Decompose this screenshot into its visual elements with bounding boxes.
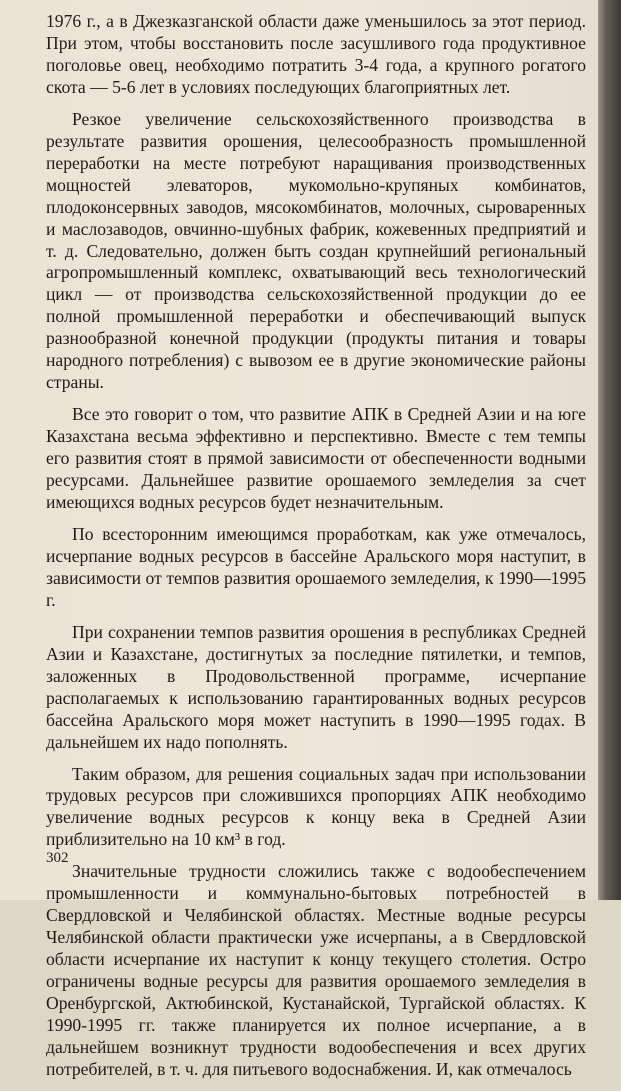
paragraph-1: 1976 г., а в Джезказганской области даже уменьшилось за этот период. При этом, чтобы восстановить после засушливого года продуктивное поголовье овец, необходимо потратить 3-4 года, а крупного рогатого скота — 5-6 лет в условиях последующих благоприятных лет. <box>46 11 586 97</box>
paragraph-4: По всесторонним имеющимся проработкам, как уже отмечалось, исчерпание водных ресурсов в бассейне Аральского моря наступит, в зависимости от темпов развития орошаемого земледелия, к 1990—1995 г. <box>46 523 586 610</box>
paragraph-2: Резкое увеличение сельскохозяйственного производства в результате развития орошения, целесообразность промышленной переработки на месте потребуют наращивания производственных мощностей элеваторов, мукомольно-крупяных комбинатов, плодоконсервных заводов, мясокомбинатов, молочных, сыроваренных и маслозаводов, овчинно-шубных фабрик, кожевенных предприятий и т. д. Следовательно, должен быть создан крупнейший региональный агропромышленный комплекс, охватывающий весь технологический цикл — от производства сельскохозяйственной продукции до ее полной промышленной переработки и обеспечивающий выпуск разнообразной конечной продукции (продукты питания и товары народного потребления) с вывозом ее в другие экономические районы страны. <box>46 108 586 393</box>
paragraph-6: Таким образом, для решения социальных задач при использовании трудовых ресурсов при сложившихся пропорциях АПК необходимо увеличение водных ресурсов к концу века в Средней Азии приблизительно на 10 км³ в год. <box>46 763 586 850</box>
page-number: 302 <box>46 850 69 866</box>
paragraph-3: Все это говорит о том, что развитие АПК в Средней Азии и на юге Казахстана весьма эффективно и перспективно. Вместе с тем темпы его развития стоят в прямой зависимости от обеспеченности водными ресурсами. Дальнейшее развитие орошаемого земледелия за счет имеющихся водных ресурсов будет незначительным. <box>46 404 586 513</box>
book-gutter-shadow <box>598 0 621 900</box>
page-body-text <box>46 11 586 1091</box>
paragraph-7: Значительные трудности сложились также с водообеспечением промышленности и коммунально-бытовых потребностей в Свердловской и Челябинской областях. Местные водные ресурсы Челябинской области практически уже исчерпаны, а в Свердловской области исчерпание их наступит к концу текущего столетия. Остро ограничены водные ресурсы для развития орошаемого земледелия в Оренбургской, Актюбинской, Кустанайской, Тургайской областях. К 1990-1995 гг. также планируется их полное исчерпание, а в дальнейшем возникнут трудности водообеспечения и всех других потребителей, в т. ч. для питьевого водоснабжения. И, как отмечалось <box>46 861 586 1079</box>
paragraph-5: При сохранении темпов развития орошения в республиках Средней Азии и Казахстане, достигнутых за последние пятилетки, и темпов, заложенных в Продовольственной программе, исчерпание располагаемых к использованию гарантированных водных ресурсов бассейна Аральского моря может наступить в 1990—1995 годах. В дальнейшем их надо пополнять. <box>46 621 586 752</box>
